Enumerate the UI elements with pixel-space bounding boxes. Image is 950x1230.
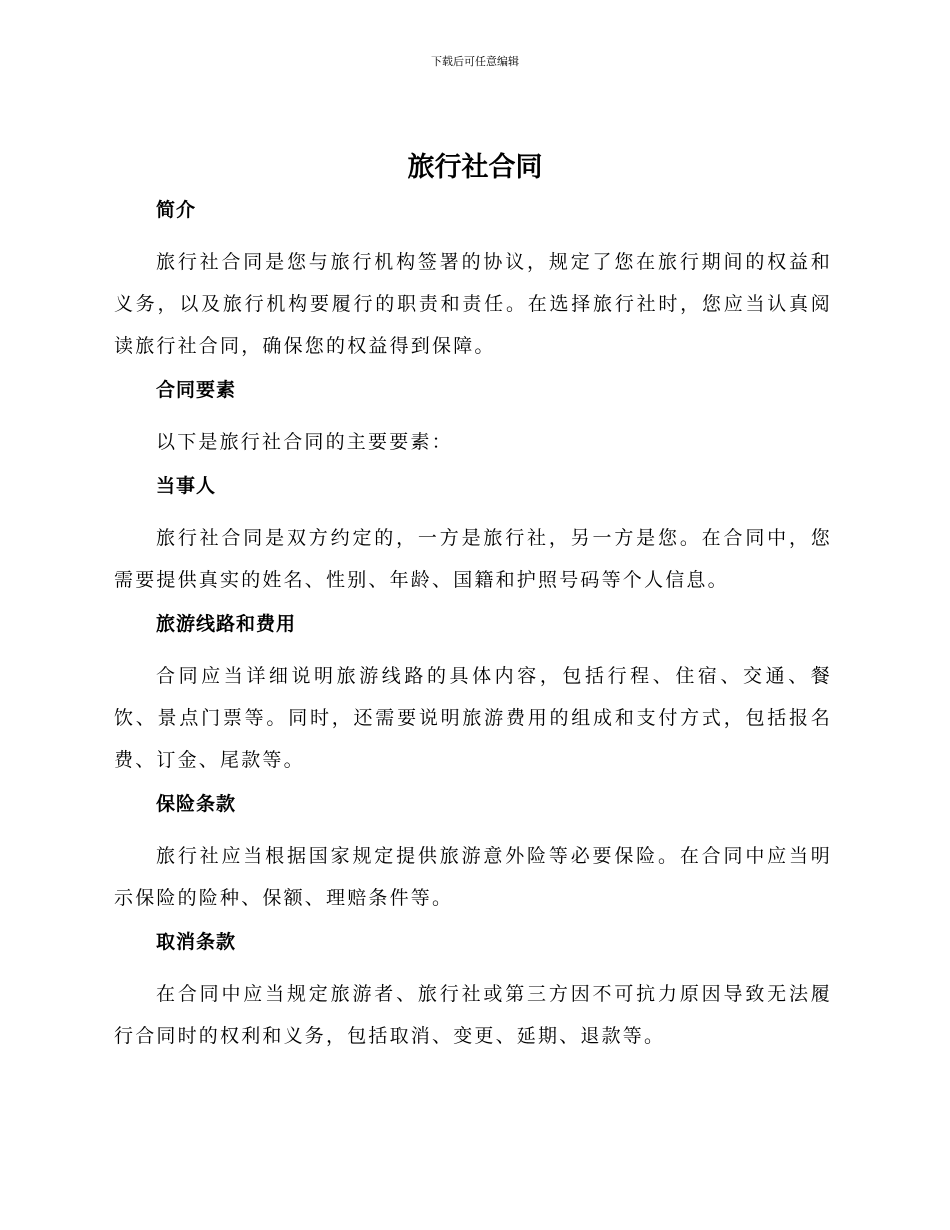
section-paragraph: 旅行社合同是您与旅行机构签署的协议，规定了您在旅行期间的权益和义务，以及旅行机构要履行的职责和责任。在选择旅行社时，您应当认真阅读旅行社合同，确保您的权益得到保障。: [114, 251, 832, 357]
section-heading: 简介: [156, 199, 197, 221]
section-parties: [114, 471, 832, 609]
document-title: 旅行社合同: [407, 152, 543, 183]
section-heading: 取消条款: [156, 931, 237, 953]
section-paragraph: 旅行社合同是双方约定的，一方是旅行社，另一方是您。在合同中，您需要提供真实的姓名、性别、年龄、国籍和护照号码等个人信息。: [114, 527, 832, 591]
section-intro: [114, 195, 832, 375]
section-paragraph: 以下是旅行社合同的主要要素：: [156, 431, 453, 453]
section-insurance: [114, 789, 832, 927]
section-contract-elements: [114, 375, 832, 471]
section-heading: 合同要素: [156, 379, 237, 401]
section-cancellation: [114, 927, 832, 1057]
document-body: [114, 195, 832, 1057]
section-route-and-fees: [114, 609, 832, 789]
header-note: 下载后可任意编辑: [431, 55, 519, 68]
section-paragraph: 合同应当详细说明旅游线路的具体内容，包括行程、住宿、交通、餐饮、景点门票等。同时，还需要说明旅游费用的组成和支付方式，包括报名费、订金、尾款等。: [114, 665, 832, 771]
section-heading: 保险条款: [156, 793, 237, 815]
section-heading: 当事人: [156, 475, 217, 497]
section-heading: 旅游线路和费用: [156, 613, 297, 635]
section-paragraph: 在合同中应当规定旅游者、旅行社或第三方因不可抗力原因导致无法履行合同时的权利和义务，包括取消、变更、延期、退款等。: [114, 983, 832, 1047]
section-paragraph: 旅行社应当根据国家规定提供旅游意外险等必要保险。在合同中应当明示保险的险种、保额、理赔条件等。: [114, 845, 832, 909]
